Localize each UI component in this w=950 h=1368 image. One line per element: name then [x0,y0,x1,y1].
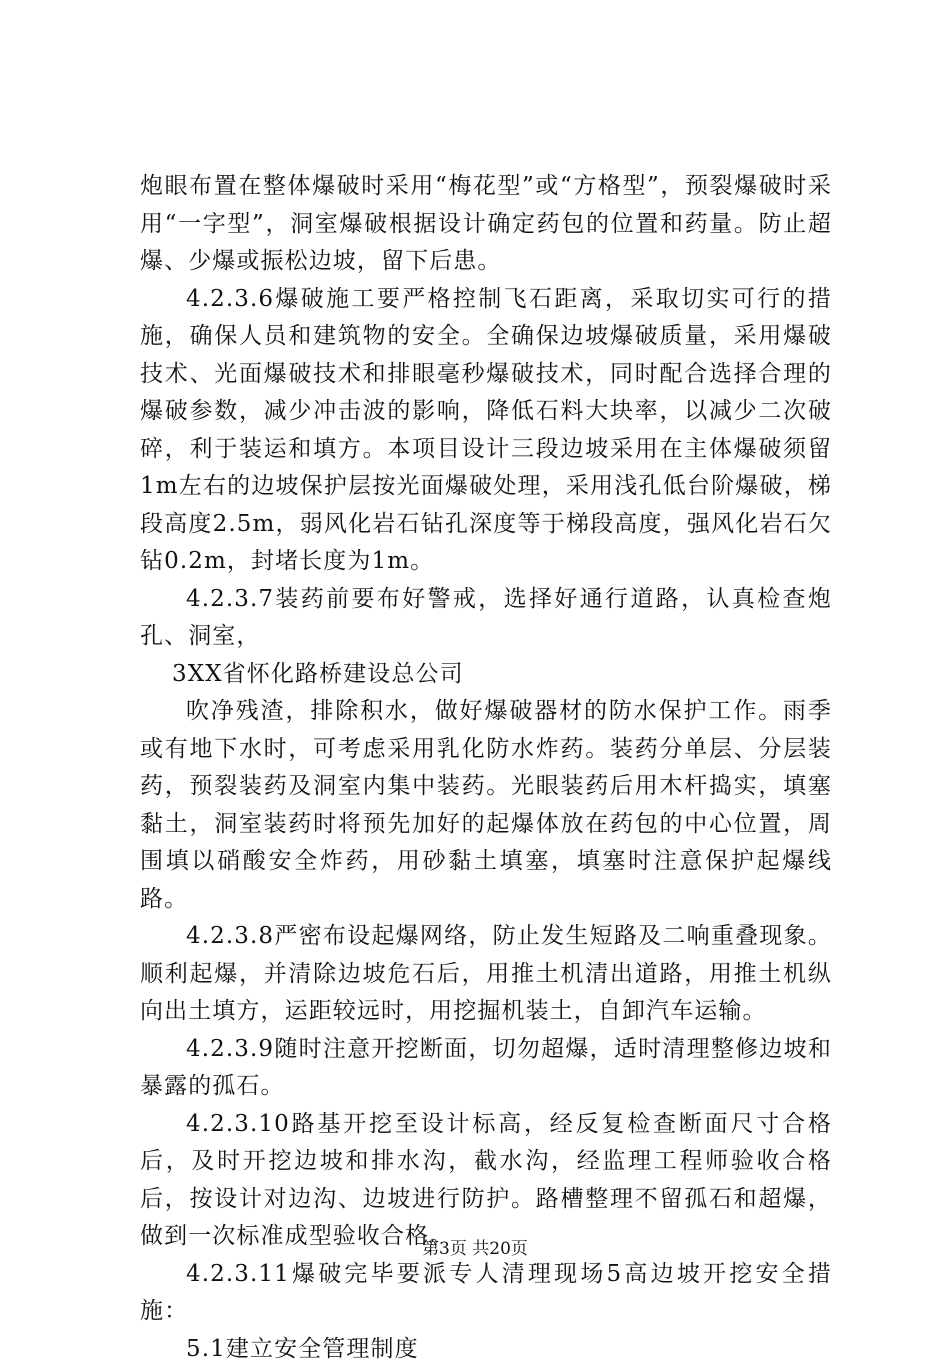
company-name-line: 3XX省怀化路桥建设总公司 [140,656,832,694]
section-5-1-heading: 5.1建立安全管理制度 [140,1331,832,1368]
paragraph-4-2-3-9: 4.2.3.9随时注意开挖断面，切勿超爆，适时清理整修边坡和暴露的孤石。 [140,1031,832,1106]
page-number-footer: 第3页 共20页 [0,1238,950,1260]
paragraph-4-2-3-10: 4.2.3.10路基开挖至设计标高，经反复检查断面尺寸合格后，及时开挖边坡和排水沟，截水沟，经监理工程师验收合格后，按设计对边沟、边坡进行防护。路槽整理不留孤石和超爆，做到一次标准成型验收合格。 [140,1106,832,1256]
paragraph-charging-continued: 吹净残渣，排除积水，做好爆破器材的防水保护工作。雨季或有地下水时，可考虑采用乳化防水炸药。装药分单层、分层装药，预裂装药及洞室内集中装药。光眼装药后用木杆捣实，填塞黏土，洞室装药时将预先加好的起爆体放在药包的中心位置，周围填以硝酸安全炸药，用砂黏土填塞，填塞时注意保护起爆线路。 [140,693,832,918]
document-body [140,168,832,1368]
paragraph-blasthole-layout: 炮眼布置在整体爆破时采用“梅花型”或“方格型”，预裂爆破时采用“一字型”，洞室爆破根据设计确定药包的位置和药量。防止超爆、少爆或振松边坡，留下后患。 [140,168,832,281]
paragraph-4-2-3-11: 4.2.3.11爆破完毕要派专人清理现场5高边坡开挖安全措施： [140,1256,832,1331]
paragraph-4-2-3-6: 4.2.3.6爆破施工要严格控制飞石距离，采取切实可行的措施，确保人员和建筑物的安全。全确保边坡爆破质量，采用爆破技术、光面爆破技术和排眼毫秒爆破技术，同时配合选择合理的爆破参数，减少冲击波的影响，降低石料大块率，以减少二次破碎，利于装运和填方。本项目设计三段边坡采用在主体爆破须留1m左右的边坡保护层按光面爆破处理，采用浅孔低台阶爆破，梯段高度2.5m，弱风化岩石钻孔深度等于梯段高度，强风化岩石欠钻0.2m，封堵长度为1m。 [140,281,832,581]
paragraph-4-2-3-7: 4.2.3.7装药前要布好警戒，选择好通行道路，认真检查炮孔、洞室， [140,581,832,656]
paragraph-4-2-3-8: 4.2.3.8严密布设起爆网络，防止发生短路及二响重叠现象。顺利起爆，并清除边坡危石后，用推土机清出道路，用推土机纵向出土填方，运距较远时，用挖掘机装土，自卸汽车运输。 [140,918,832,1031]
